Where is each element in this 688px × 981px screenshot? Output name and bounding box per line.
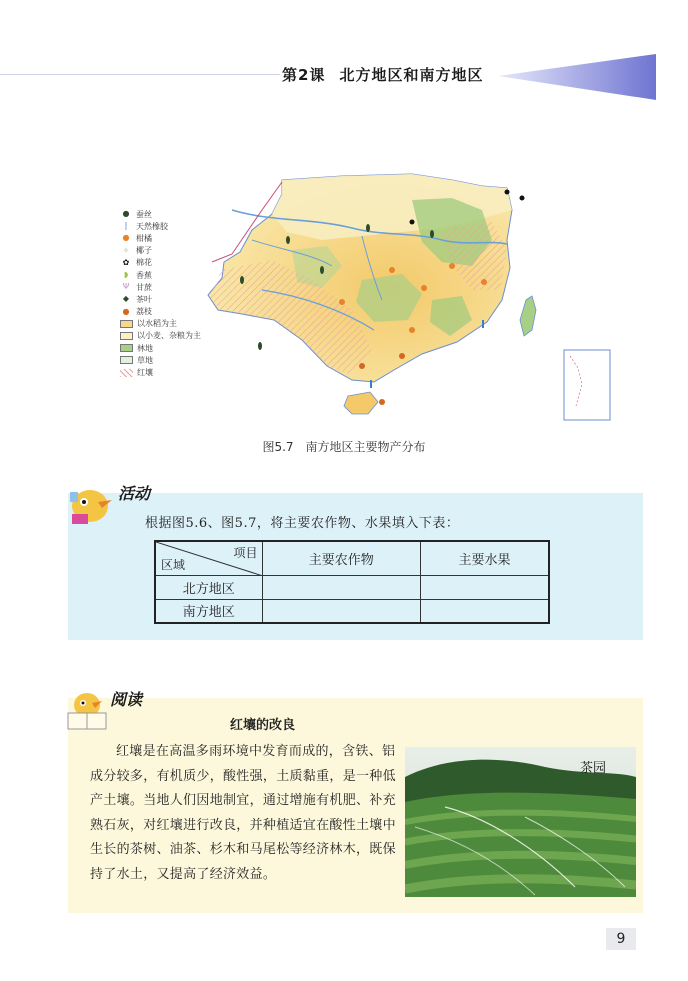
lesson-number: 第2课 bbox=[282, 66, 326, 84]
legend-label: 甘蔗 bbox=[136, 282, 152, 292]
crops-fruits-table bbox=[154, 540, 550, 624]
row-header: 南方地区 bbox=[155, 599, 262, 623]
legend-item bbox=[120, 318, 201, 330]
wheat-area-swatch bbox=[120, 332, 133, 340]
legend-label: 茶叶 bbox=[136, 294, 152, 304]
sugarcane-icon: Ψ bbox=[122, 282, 130, 292]
photo-label: 茶园 bbox=[579, 761, 606, 776]
header-triangle-decoration bbox=[498, 52, 658, 102]
legend-item bbox=[120, 257, 201, 269]
legend-label: 红壤 bbox=[137, 368, 153, 378]
page-header bbox=[282, 64, 483, 85]
citrus-icon: ● bbox=[122, 233, 130, 243]
table-row bbox=[155, 599, 549, 623]
tea-garden-photo bbox=[405, 747, 636, 897]
answer-cell-north-crops[interactable] bbox=[262, 575, 421, 599]
lychee-icon: ● bbox=[122, 306, 130, 316]
mascot-icon bbox=[62, 478, 118, 528]
answer-cell-south-fruits[interactable] bbox=[421, 599, 550, 623]
corner-header-cell bbox=[155, 541, 262, 575]
row-header: 北方地区 bbox=[155, 575, 262, 599]
legend-label: 柑橘 bbox=[136, 233, 152, 243]
legend-item bbox=[120, 306, 201, 318]
reading-heading: 红壤的改良 bbox=[230, 718, 296, 733]
corner-label-item: 项目 bbox=[233, 546, 258, 560]
activity-title: 活动 bbox=[118, 484, 151, 503]
south-china-product-map bbox=[112, 170, 622, 432]
legend-item bbox=[120, 269, 201, 281]
legend-label: 草地 bbox=[137, 355, 153, 365]
legend-label: 荔枝 bbox=[136, 307, 152, 317]
header-rule bbox=[0, 74, 280, 75]
reading-title: 阅读 bbox=[110, 690, 143, 709]
legend-item bbox=[120, 220, 201, 232]
legend-item bbox=[120, 245, 201, 257]
table-header-row bbox=[155, 541, 549, 575]
legend-item bbox=[120, 293, 201, 305]
legend-label: 香蕉 bbox=[136, 270, 152, 280]
corner-label-region: 区域 bbox=[161, 557, 186, 572]
coconut-icon: ✧ bbox=[122, 245, 130, 255]
column-header: 主要农作物 bbox=[262, 541, 421, 575]
legend-item bbox=[120, 354, 201, 366]
legend-item bbox=[120, 281, 201, 293]
rice-area-swatch bbox=[120, 320, 133, 328]
legend-label: 以小麦、杂粮为主 bbox=[137, 331, 201, 341]
legend-item bbox=[120, 208, 201, 220]
legend-label: 棉花 bbox=[136, 258, 152, 268]
answer-cell-north-fruits[interactable] bbox=[421, 575, 550, 599]
legend-label: 林地 bbox=[137, 343, 153, 353]
legend-label: 天然橡胶 bbox=[136, 221, 168, 231]
legend-item bbox=[120, 366, 201, 378]
grassland-swatch bbox=[120, 356, 133, 364]
cotton-icon: ✿ bbox=[122, 257, 130, 267]
map-legend bbox=[120, 208, 201, 379]
legend-label: 椰子 bbox=[136, 246, 152, 256]
column-header: 主要水果 bbox=[421, 541, 550, 575]
reading-mascot-icon bbox=[62, 683, 112, 733]
legend-label: 蚕丝 bbox=[136, 209, 152, 219]
table-row bbox=[155, 575, 549, 599]
legend-item bbox=[120, 330, 201, 342]
reading-body-text: 红壤是在高温多雨环境中发育而成的，含铁、铝成分较多，有机质少，酸性强，土质黏重，是一种低产土壤。当地人们因地制宜，通过增施有机肥、补充熟石灰，对红壤进行改良，并种植适宜在酸性土壤中生长的茶树、油茶、杉木和马尾松等经济林木，既保持了水土，又提高了经济效益。 bbox=[90, 744, 396, 882]
forest-swatch bbox=[120, 344, 133, 352]
legend-label: 以水稻为主 bbox=[137, 319, 177, 329]
reading-body bbox=[90, 740, 405, 887]
page-number: 9 bbox=[606, 928, 636, 950]
rubber-icon: ❘ bbox=[122, 221, 130, 231]
map-caption: 图5.7 南方地区主要物产分布 bbox=[262, 440, 426, 454]
lesson-title: 北方地区和南方地区 bbox=[339, 66, 484, 84]
silkworm-icon: ● bbox=[122, 209, 130, 219]
banana-icon: ◗ bbox=[123, 270, 129, 280]
legend-item bbox=[120, 232, 201, 244]
tea-icon: ◆ bbox=[122, 294, 130, 304]
legend-item bbox=[120, 342, 201, 354]
red-soil-swatch bbox=[120, 369, 133, 377]
activity-instruction: 根据图5.6、图5.7，将主要农作物、水果填入下表： bbox=[145, 516, 460, 531]
answer-cell-south-crops[interactable] bbox=[262, 599, 421, 623]
